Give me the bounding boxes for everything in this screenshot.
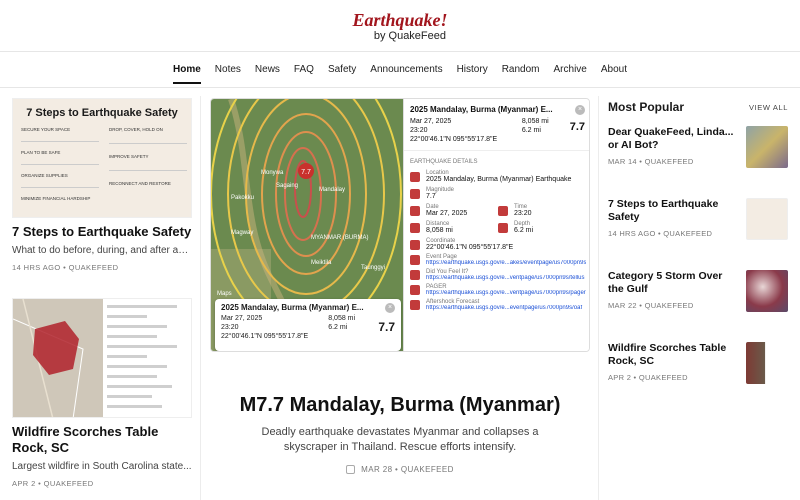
popular-item[interactable] (608, 270, 788, 326)
map-label: MYANMAR (BURMA) (311, 235, 369, 241)
column-divider (598, 96, 599, 500)
panel-distance: 8,058 mi (521, 118, 549, 125)
nav-divider (0, 87, 800, 88)
logo-subtitle: by QuakeFeed (373, 30, 446, 42)
nav-random[interactable]: Random (501, 64, 540, 75)
panel-date: Mar 27, 2025 (410, 118, 452, 125)
maps-credit: Maps (217, 291, 232, 297)
popup-distance: 8,058 mi (328, 315, 356, 322)
map-label: Sagaing (276, 183, 299, 189)
popular-item[interactable] (608, 126, 788, 182)
nav-safety[interactable]: Safety (327, 64, 357, 75)
popular-item[interactable] (608, 342, 788, 398)
panel-title: 2025 Mandalay, Burma (Myanmar) E... (410, 105, 553, 114)
popular-item-thumbnail[interactable] (746, 342, 788, 384)
featured-title[interactable]: M7.7 Mandalay, Burma (Myanmar) (239, 394, 561, 416)
calendar-icon (410, 206, 420, 216)
nav-faq[interactable]: FAQ (293, 64, 314, 75)
event-page-link[interactable]: https://earthquake.usgs.gov/e...akes/eventpage/us7000pn9s (426, 260, 586, 266)
distance-label: Distance (426, 221, 450, 227)
panel-magnitude-big: 7.7 (569, 121, 585, 133)
popular-item-meta: MAR 14 • QUAKEFEED (608, 157, 694, 166)
nav-notes[interactable]: Notes (214, 64, 241, 75)
date-label: Date (426, 204, 439, 210)
popup-magnitude: 7.7 (378, 320, 395, 334)
popup-depth: 6.2 mi (328, 324, 348, 331)
featured-meta-text: MAR 28 • QUAKEFEED (361, 465, 454, 474)
map-popup-card[interactable] (215, 299, 401, 351)
popular-item-title[interactable]: Dear QuakeFeed, Linda... or AI Bot? (608, 126, 734, 151)
epicenter-magnitude: 7.7 (301, 169, 311, 176)
featured-article (210, 98, 590, 474)
depth-icon (498, 223, 508, 233)
map-label: Magway (231, 230, 254, 236)
popular-item-meta: 14 HRS AGO • QUAKEFEED (608, 229, 713, 238)
map-label: Taunggyi (361, 265, 386, 271)
site-logo[interactable] (340, 10, 460, 44)
view-all-link[interactable]: VIEW ALL (749, 102, 788, 112)
featured-meta (210, 465, 590, 474)
distance-value: 8,058 mi (426, 227, 453, 234)
nav-news[interactable]: News (254, 64, 280, 75)
nav-archive[interactable]: Archive (553, 64, 587, 75)
feel-it-icon (410, 270, 420, 280)
time-label: Time (514, 204, 528, 210)
infographic-step: ORGANIZE SUPPLIES (21, 173, 68, 178)
close-icon[interactable]: × (575, 105, 585, 115)
popular-item-meta: MAR 22 • QUAKEFEED (608, 301, 694, 310)
site-header (0, 0, 800, 52)
pager-link[interactable]: https://earthquake.usgs.gov/e...ventpage/us7000pn9s/pager (426, 290, 586, 296)
logo-title: Earthquake! (352, 10, 448, 30)
feel-it-label: Did You Feel It? (426, 269, 469, 275)
infographic-step: IMPROVE SAFETY (109, 154, 149, 159)
earthquake-details-panel (403, 99, 590, 352)
popular-item-title[interactable]: Category 5 Storm Over the Gulf (608, 270, 723, 295)
article-title[interactable]: 7 Steps to Earthquake Safety (12, 224, 192, 239)
time-value: 23:20 (514, 210, 532, 217)
map-label: Mandalay (319, 187, 346, 193)
nav-announcements[interactable]: Announcements (370, 64, 443, 75)
popular-item-meta: APR 2 • QUAKEFEED (608, 373, 688, 382)
article-excerpt: Largest wildfire in South Carolina state... (12, 461, 192, 472)
aftershock-label: Aftershock Forecast (426, 299, 480, 305)
popup-coordinate: 22°00'46.1"N 095°55'17.8"E (221, 333, 309, 340)
popup-date: Mar 27, 2025 (221, 315, 263, 322)
pin-icon (410, 240, 420, 250)
map-label: Meiktila (311, 260, 332, 266)
distance-icon (410, 223, 420, 233)
article-title[interactable]: Wildfire Scorches Table Rock, SC (12, 424, 159, 455)
article-meta: APR 2 • QUAKEFEED (12, 479, 94, 488)
wildfire-map-thumbnail[interactable] (12, 298, 192, 418)
pager-icon (410, 285, 420, 295)
clock-icon (498, 206, 508, 216)
map-label: Monywa (261, 170, 284, 176)
infographic-step: MINIMIZE FINANCIAL HARDSHIP (21, 196, 91, 201)
nav-home[interactable]: Home (166, 56, 208, 86)
infographic-step: PLAN TO BE SAFE (21, 150, 61, 155)
article-excerpt: What to do before, during, and after an... (12, 245, 192, 256)
infographic-step: DROP, COVER, HOLD ON (109, 127, 163, 132)
most-popular-title: Most Popular (608, 100, 685, 114)
main-nav (0, 56, 800, 86)
panel-time: 23:20 (410, 127, 428, 134)
most-popular (608, 98, 788, 398)
popular-item-title[interactable]: 7 Steps to Earthquake Safety (608, 198, 719, 223)
infographic-title: 7 Steps to Earthquake Safety (26, 107, 178, 119)
date-value: Mar 27, 2025 (426, 210, 468, 217)
location-label: Location (426, 170, 449, 176)
featured-subtitle: Deadly earthquake devastates Myanmar and collapses a skyscraper in Thailand. Rescue efforts intensify. (261, 426, 539, 453)
magnitude-label: Magnitude (426, 187, 455, 193)
popular-item[interactable] (608, 198, 788, 254)
map-label: Pakokku (231, 195, 255, 201)
aftershock-link[interactable]: https://earthquake.usgs.gov/e...eventpage/us7000pn9s/oaf (426, 305, 583, 311)
link-icon (410, 255, 420, 265)
coordinate-value: 22°00'46.1"N 095°55'17.8"E (426, 244, 514, 251)
popup-title: 2025 Mandalay, Burma (Myanmar) E... (221, 303, 364, 312)
coordinate-label: Coordinate (426, 238, 456, 244)
nav-about[interactable]: About (600, 64, 628, 75)
popular-item-title[interactable]: Wildfire Scorches Table Rock, SC (608, 342, 727, 367)
panel-coordinate: 22°00'46.1"N 095°55'17.8"E (410, 136, 498, 143)
event-page-label: Event Page (426, 254, 458, 260)
popular-item-thumbnail[interactable] (746, 126, 788, 168)
left-column (12, 98, 192, 488)
wildfire-map (13, 299, 192, 418)
magnitude-value: 7.7 (426, 193, 436, 200)
aftershock-icon (410, 300, 420, 310)
depth-label: Depth (514, 221, 531, 227)
close-icon[interactable]: × (385, 303, 395, 313)
popular-item-thumbnail[interactable] (746, 198, 788, 240)
location-value: 2025 Mandalay, Burma (Myanmar) Earthquake (426, 176, 572, 183)
featured-image[interactable] (210, 98, 590, 352)
feel-it-link[interactable]: https://earthquake.usgs.gov/e...ventpage/us7000pn9s/tellus (426, 275, 585, 281)
column-divider (200, 96, 201, 500)
details-header: EARTHQUAKE DETAILS (404, 150, 590, 167)
author-icon (346, 465, 355, 474)
safety-infographic[interactable] (12, 98, 192, 218)
infographic-step: RECONNECT AND RESTORE (109, 181, 171, 186)
magnitude-icon (410, 189, 420, 199)
depth-value: 6.2 mi (514, 227, 534, 234)
popular-item-thumbnail[interactable] (746, 270, 788, 312)
popup-time: 23:20 (221, 324, 239, 331)
article-meta: 14 HRS AGO • QUAKEFEED (12, 263, 119, 272)
location-icon (410, 172, 420, 182)
panel-depth: 6.2 mi (521, 127, 541, 134)
infographic-step: SECURE YOUR SPACE (21, 127, 71, 132)
nav-history[interactable]: History (456, 64, 488, 75)
pager-label: PAGER (426, 284, 447, 290)
